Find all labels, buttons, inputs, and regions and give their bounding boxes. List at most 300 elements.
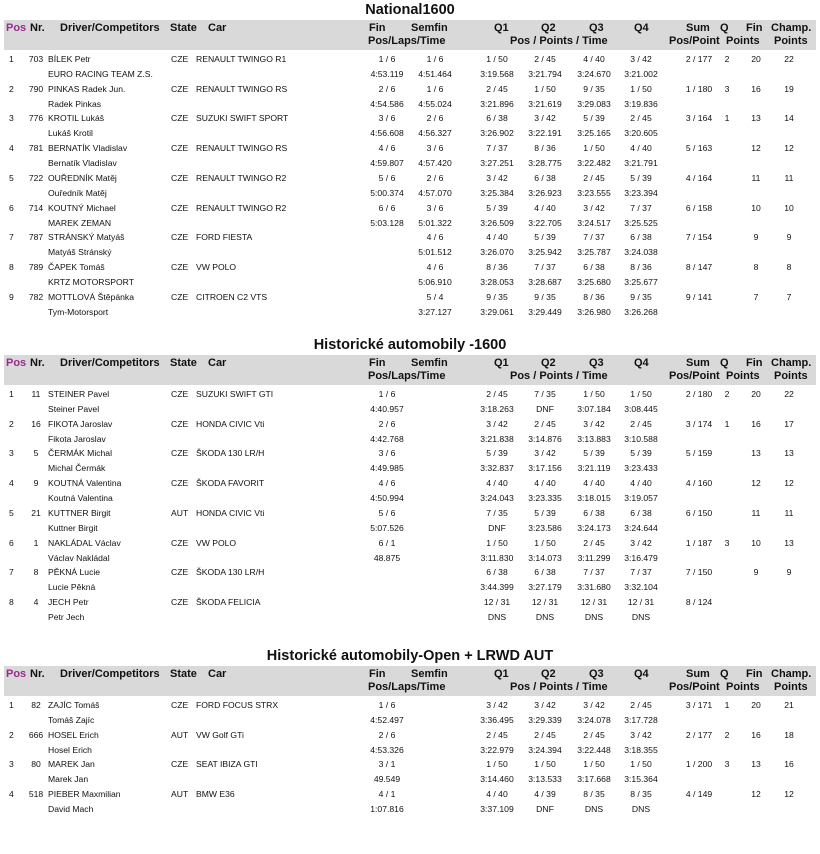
- q3-time: 3:22.482: [577, 158, 611, 169]
- q1-pos-points: 7 / 35: [486, 507, 508, 518]
- q4-pos-points: 8 / 35: [630, 789, 652, 800]
- fin-points: 16: [751, 83, 761, 94]
- driver-name: STEINER Pavel: [48, 389, 110, 399]
- number-cell: 518: [28, 789, 44, 800]
- q4-pos-points: 6 / 38: [630, 507, 652, 518]
- fin-points: 9: [753, 232, 759, 243]
- header-champ-1: Champ.: [771, 22, 812, 34]
- q-points: 2: [724, 389, 730, 399]
- sum-pos-points: 1 / 200: [685, 759, 713, 770]
- competitor-name: MAREK ZEMAN: [48, 217, 112, 228]
- q1-pos-points: 3 / 42: [486, 700, 508, 710]
- number-cell: 776: [28, 113, 44, 124]
- fin-pos-laps: 4 / 1: [378, 789, 396, 800]
- header-pos-points-time: Pos / Points / Time: [510, 681, 608, 693]
- q4-time: 3:21.002: [624, 69, 658, 79]
- sum-pos-points: 5 / 159: [685, 448, 713, 459]
- fin-time: 4:52.497: [370, 715, 404, 725]
- driver-name: KUTTNER Birgit: [48, 507, 111, 518]
- semfin-time: 3:27.127: [418, 306, 452, 317]
- fin-points: 12: [751, 789, 761, 800]
- sum-pos-points: 6 / 158: [685, 202, 713, 213]
- q-points: 1: [724, 700, 730, 710]
- driver-name: PĚKNÁ Lucie: [48, 567, 101, 578]
- table-row: [0, 54, 820, 83]
- fin-pos-laps: 3 / 6: [378, 448, 396, 459]
- champ-points: 13: [784, 448, 794, 459]
- q1-pos-points: 8 / 36: [486, 261, 508, 272]
- sum-pos-points: 3 / 174: [685, 418, 713, 429]
- table-row: [0, 700, 820, 729]
- number-cell: 789: [28, 261, 44, 272]
- table-row: [0, 389, 820, 418]
- header-q2: Q2: [541, 22, 556, 34]
- car-cell: ŠKODA FAVORIT: [196, 478, 265, 489]
- number-cell: 666: [28, 729, 44, 740]
- q1-time: 3:24.043: [480, 493, 514, 504]
- q-points: 2: [724, 729, 730, 740]
- fin-pos-laps: 2 / 6: [378, 83, 396, 94]
- sum-pos-points: 2 / 180: [685, 389, 713, 399]
- state-cell: CZE: [171, 83, 189, 94]
- header-q1: Q1: [494, 668, 509, 680]
- q2-pos-points: 2 / 45: [534, 54, 556, 64]
- q1-pos-points: 1 / 50: [486, 537, 508, 548]
- champ-points: 21: [784, 700, 794, 710]
- competitor-name: Steiner Pavel: [48, 404, 100, 414]
- fin-pos-laps: 6 / 6: [378, 202, 396, 213]
- q4-time: DNS: [631, 804, 651, 815]
- q4-time: 3:17.728: [624, 715, 658, 725]
- fin-points: 13: [751, 448, 761, 459]
- competitor-name: Lukáš Krotil: [48, 128, 93, 139]
- driver-name: KROTIL Lukáš: [48, 113, 105, 124]
- sum-pos-points: 2 / 177: [685, 54, 713, 64]
- champ-points: 12: [784, 143, 794, 154]
- q1-time: 3:11.830: [480, 552, 514, 563]
- q2-pos-points: 1 / 50: [534, 83, 556, 94]
- q3-time: 3:13.883: [577, 433, 611, 444]
- header-q3: Q3: [589, 668, 604, 680]
- q3-time: 3:17.668: [577, 774, 611, 785]
- q1-time: 3:26.070: [480, 247, 514, 258]
- q2-pos-points: 2 / 45: [534, 418, 556, 429]
- header-fin-points-2: Points: [726, 681, 760, 693]
- fin-pos-laps: 4 / 6: [378, 478, 396, 489]
- q4-time: 3:20.605: [624, 128, 658, 139]
- q4-pos-points: 2 / 45: [630, 700, 652, 710]
- q4-time: 3:08.445: [624, 404, 658, 414]
- header-pos-point: Pos/Point: [669, 35, 720, 47]
- fin-time: 4:53.119: [370, 69, 404, 79]
- q1-time: DNS: [487, 611, 507, 622]
- q2-time: 3:29.339: [528, 715, 562, 725]
- driver-name: HOSEL Erich: [48, 729, 99, 740]
- competitor-name: Tym-Motorsport: [48, 306, 109, 317]
- q1-pos-points: 6 / 38: [486, 567, 508, 578]
- state-cell: CZE: [171, 113, 189, 124]
- q4-time: 3:19.057: [624, 493, 658, 504]
- table-header: [4, 20, 816, 50]
- q4-pos-points: 8 / 36: [630, 261, 652, 272]
- competitor-name: David Mach: [48, 804, 94, 815]
- car-cell: RENAULT TWINGO R1: [196, 54, 287, 64]
- header-pos: Pos: [6, 357, 27, 369]
- competitor-name: Kuttner Birgit: [48, 522, 98, 533]
- q1-pos-points: 1 / 50: [486, 759, 508, 770]
- fin-time: 5:03.128: [370, 217, 404, 228]
- semfin-time: 5:06.910: [418, 276, 452, 287]
- sum-pos-points: 9 / 141: [685, 291, 713, 302]
- fin-pos-laps: 2 / 6: [378, 418, 396, 429]
- car-cell: HONDA CIVIC Vti: [196, 507, 265, 518]
- number-cell: 787: [28, 232, 44, 243]
- header-driver: Driver/Competitors: [60, 357, 160, 369]
- driver-name: MAREK Jan: [48, 759, 95, 770]
- header-pos-points-time: Pos / Points / Time: [510, 35, 608, 47]
- q2-time: 3:21.794: [528, 69, 562, 79]
- position-cell: 2: [9, 418, 14, 429]
- fin-time: 4:53.326: [370, 744, 404, 755]
- q1-pos-points: 4 / 40: [486, 232, 508, 243]
- q2-pos-points: 4 / 40: [534, 202, 556, 213]
- fin-time: 1:07.816: [370, 804, 404, 815]
- car-cell: SUZUKI SWIFT SPORT: [196, 113, 289, 124]
- q1-time: 3:28.053: [480, 276, 514, 287]
- q1-pos-points: 4 / 40: [486, 478, 508, 489]
- position-cell: 4: [9, 143, 14, 154]
- car-cell: ŠKODA 130 LR/H: [196, 448, 265, 459]
- state-cell: CZE: [171, 448, 189, 459]
- q3-time: 3:25.680: [577, 276, 611, 287]
- champ-points: 9: [786, 567, 792, 578]
- sum-pos-points: 6 / 150: [685, 507, 713, 518]
- q4-pos-points: 3 / 42: [630, 537, 652, 548]
- table-row: [0, 232, 820, 261]
- fin-time: 48.875: [373, 552, 401, 563]
- q1-pos-points: 3 / 42: [486, 418, 508, 429]
- q1-pos-points: 6 / 38: [486, 113, 508, 124]
- driver-name: KOUTNÁ Valentina: [48, 478, 122, 489]
- header-driver: Driver/Competitors: [60, 668, 160, 680]
- driver-name: ZAJÍC Tomáš: [48, 700, 100, 710]
- competitor-name: Hosel Erich: [48, 744, 92, 755]
- champ-points: 13: [784, 537, 794, 548]
- semfin-pos-laps: 3 / 6: [426, 202, 444, 213]
- q3-time: 3:24.173: [577, 522, 611, 533]
- q3-pos-points: 5 / 39: [583, 113, 605, 124]
- q4-pos-points: 7 / 37: [630, 567, 652, 578]
- header-fin-points-2: Points: [726, 370, 760, 382]
- semfin-pos-laps: 1 / 6: [426, 54, 444, 64]
- header-q4: Q4: [634, 22, 649, 34]
- section-title: Historické automobily -1600: [313, 337, 507, 353]
- q1-time: 3:19.568: [480, 69, 514, 79]
- q2-time: 3:22.705: [528, 217, 562, 228]
- semfin-time: 5:01.512: [418, 247, 452, 258]
- header-pos-point: Pos/Point: [669, 370, 720, 382]
- fin-time: 49.549: [373, 774, 401, 785]
- table-row: [0, 419, 820, 448]
- position-cell: 5: [9, 507, 14, 518]
- q4-pos-points: 1 / 50: [630, 759, 652, 770]
- q2-time: 3:28.775: [528, 158, 562, 169]
- fin-points: 12: [751, 478, 761, 489]
- fin-pos-laps: 3 / 1: [378, 759, 396, 770]
- fin-points: 12: [751, 143, 761, 154]
- sum-pos-points: 3 / 164: [685, 113, 713, 124]
- q2-time: 3:14.876: [528, 433, 562, 444]
- fin-points: 10: [751, 202, 761, 213]
- header-champ-1: Champ.: [771, 357, 812, 369]
- sum-pos-points: 7 / 154: [685, 232, 713, 243]
- q3-time: 3:07.184: [577, 404, 611, 414]
- car-cell: VW POLO: [196, 537, 237, 548]
- q3-time: 3:31.680: [577, 582, 611, 593]
- q2-pos-points: 6 / 38: [534, 172, 556, 183]
- fin-points: 16: [751, 729, 761, 740]
- competitor-name: Lucie Pěkná: [48, 582, 96, 593]
- state-cell: CZE: [171, 478, 189, 489]
- number-cell: 80: [31, 759, 41, 770]
- fin-points: 20: [751, 389, 761, 399]
- state-cell: CZE: [171, 418, 189, 429]
- position-cell: 2: [9, 83, 14, 94]
- q4-time: 3:18.355: [624, 744, 658, 755]
- champ-points: 22: [784, 54, 794, 64]
- q4-time: 3:23.433: [624, 463, 658, 474]
- q2-time: 3:28.687: [528, 276, 562, 287]
- driver-name: MOTTLOVÁ Štěpánka: [48, 291, 134, 302]
- q2-pos-points: 12 / 31: [531, 596, 559, 607]
- q2-pos-points: 7 / 35: [534, 389, 556, 399]
- semfin-time: 4:57.070: [418, 187, 452, 198]
- q3-pos-points: 1 / 50: [583, 389, 605, 399]
- car-cell: VW POLO: [196, 261, 237, 272]
- q3-pos-points: 3 / 42: [583, 700, 605, 710]
- q4-time: 3:26.268: [624, 306, 658, 317]
- fin-pos-laps: 6 / 1: [378, 537, 396, 548]
- state-cell: CZE: [171, 202, 189, 213]
- q2-time: 3:29.449: [528, 306, 562, 317]
- q4-time: DNS: [631, 611, 651, 622]
- q4-pos-points: 6 / 38: [630, 232, 652, 243]
- q4-pos-points: 5 / 39: [630, 172, 652, 183]
- q1-time: 3:14.460: [480, 774, 514, 785]
- position-cell: 8: [9, 261, 14, 272]
- state-cell: CZE: [171, 759, 189, 770]
- state-cell: AUT: [171, 789, 189, 800]
- competitor-name: Petr Jech: [48, 611, 85, 622]
- champ-points: 12: [784, 478, 794, 489]
- q2-pos-points: 3 / 42: [534, 448, 556, 459]
- sum-pos-points: 5 / 163: [685, 143, 713, 154]
- q3-time: 3:25.787: [577, 247, 611, 258]
- state-cell: CZE: [171, 389, 189, 399]
- competitor-name: Fikota Jaroslav: [48, 433, 106, 444]
- fin-points: 13: [751, 113, 761, 124]
- header-champ-1: Champ.: [771, 668, 812, 680]
- q3-pos-points: 1 / 50: [583, 759, 605, 770]
- q4-time: 3:16.479: [624, 552, 658, 563]
- q4-time: 3:23.394: [624, 187, 658, 198]
- q4-pos-points: 4 / 40: [630, 143, 652, 154]
- q-points: 1: [724, 113, 730, 124]
- semfin-time: 4:51.464: [418, 69, 452, 79]
- q1-time: 3:21.896: [480, 98, 514, 109]
- driver-name: OUŘEDNÍK Matěj: [48, 172, 117, 183]
- driver-name: ČERMÁK Michal: [48, 448, 112, 459]
- state-cell: AUT: [171, 507, 189, 518]
- driver-name: FIKOTA Jaroslav: [48, 418, 113, 429]
- q3-pos-points: 9 / 35: [583, 83, 605, 94]
- q2-time: 3:22.191: [528, 128, 562, 139]
- champ-points: 12: [784, 789, 794, 800]
- q-points: 3: [724, 537, 730, 548]
- q-points: 3: [724, 759, 730, 770]
- q3-pos-points: 4 / 40: [583, 54, 605, 64]
- q3-pos-points: 2 / 45: [583, 172, 605, 183]
- q3-pos-points: 1 / 50: [583, 143, 605, 154]
- q3-pos-points: 2 / 45: [583, 729, 605, 740]
- car-cell: SUZUKI SWIFT GTI: [196, 389, 274, 399]
- q1-pos-points: 5 / 39: [486, 202, 508, 213]
- fin-pos-laps: 5 / 6: [378, 507, 396, 518]
- semfin-pos-laps: 5 / 4: [426, 291, 444, 302]
- competitor-name: Matyáš Stránský: [48, 247, 112, 258]
- car-cell: FORD FOCUS STRX: [196, 700, 279, 710]
- table-row: [0, 567, 820, 596]
- q2-pos-points: 8 / 36: [534, 143, 556, 154]
- q3-time: 3:26.980: [577, 306, 611, 317]
- fin-points: 16: [751, 418, 761, 429]
- q2-time: DNS: [535, 611, 555, 622]
- fin-time: 4:54.586: [370, 98, 404, 109]
- q4-pos-points: 3 / 42: [630, 729, 652, 740]
- q4-pos-points: 4 / 40: [630, 478, 652, 489]
- position-cell: 4: [9, 478, 14, 489]
- q4-time: 3:21.791: [624, 158, 658, 169]
- header-fin-points-1: Fin: [746, 22, 763, 34]
- position-cell: 1: [9, 700, 14, 710]
- semfin-pos-laps: 2 / 6: [426, 113, 444, 124]
- state-cell: CZE: [171, 596, 189, 607]
- car-cell: RENAULT TWINGO RS: [196, 83, 288, 94]
- header-state: State: [170, 668, 197, 680]
- position-cell: 1: [9, 389, 14, 399]
- header-q4: Q4: [634, 668, 649, 680]
- header-fin-points-2: Points: [726, 35, 760, 47]
- position-cell: 3: [9, 113, 14, 124]
- results-section: [0, 646, 820, 815]
- q1-time: 3:18.263: [480, 404, 514, 414]
- q1-pos-points: 3 / 42: [486, 172, 508, 183]
- table-row: [0, 448, 820, 477]
- number-cell: 9: [33, 478, 39, 489]
- header-q1: Q1: [494, 22, 509, 34]
- position-cell: 6: [9, 202, 14, 213]
- q3-pos-points: 3 / 42: [583, 418, 605, 429]
- q3-time: 3:25.165: [577, 128, 611, 139]
- q2-time: 3:25.942: [528, 247, 562, 258]
- section-title: Historické automobily-Open + LRWD AUT: [266, 648, 554, 664]
- q3-pos-points: 7 / 37: [583, 232, 605, 243]
- q2-time: 3:27.179: [528, 582, 562, 593]
- q4-pos-points: 1 / 50: [630, 83, 652, 94]
- number-cell: 21: [31, 507, 41, 518]
- header-nr: Nr.: [30, 22, 45, 34]
- car-cell: RENAULT TWINGO R2: [196, 202, 287, 213]
- q1-time: 3:37.109: [480, 804, 514, 815]
- number-cell: 16: [31, 418, 41, 429]
- q2-time: 3:21.619: [528, 98, 562, 109]
- table-row: [0, 597, 820, 626]
- q1-pos-points: 2 / 45: [486, 729, 508, 740]
- q1-time: 3:26.509: [480, 217, 514, 228]
- q1-time: 3:22.979: [480, 744, 514, 755]
- position-cell: 3: [9, 759, 14, 770]
- driver-name: JECH Petr: [48, 596, 89, 607]
- driver-name: BÍLEK Petr: [48, 54, 91, 64]
- sum-pos-points: 1 / 180: [685, 83, 713, 94]
- q2-time: 3:23.586: [528, 522, 562, 533]
- sum-pos-points: 2 / 177: [685, 729, 713, 740]
- champ-points: 8: [786, 261, 792, 272]
- q-points: 1: [724, 418, 730, 429]
- q1-time: 3:27.251: [480, 158, 514, 169]
- header-semfin: Semfin: [411, 22, 448, 34]
- q4-time: 3:25.525: [624, 217, 658, 228]
- q4-time: 3:15.364: [624, 774, 658, 785]
- driver-name: KOUTNÝ Michael: [48, 202, 116, 213]
- semfin-time: 4:57.420: [418, 158, 452, 169]
- header-fin: Fin: [369, 668, 386, 680]
- q2-pos-points: 5 / 39: [534, 232, 556, 243]
- q3-time: 3:24.517: [577, 217, 611, 228]
- champ-points: 17: [784, 418, 794, 429]
- fin-pos-laps: 3 / 6: [378, 113, 396, 124]
- section-title: National1600: [365, 2, 455, 18]
- table-row: [0, 203, 820, 232]
- q2-time: DNF: [536, 804, 554, 815]
- fin-time: 4:42.768: [370, 433, 404, 444]
- sum-pos-points: 8 / 124: [685, 596, 713, 607]
- number-cell: 11: [31, 389, 41, 399]
- driver-name: BERNATÍK Vladislav: [48, 143, 128, 154]
- number-cell: 790: [28, 83, 44, 94]
- car-cell: ŠKODA 130 LR/H: [196, 567, 265, 578]
- header-q: Q: [720, 668, 729, 680]
- semfin-pos-laps: 1 / 6: [426, 83, 444, 94]
- q3-time: 3:11.299: [577, 552, 611, 563]
- sum-pos-points: 3 / 171: [685, 700, 713, 710]
- car-cell: SEAT IBIZA GTI: [196, 759, 258, 770]
- sum-pos-points: 1 / 187: [685, 537, 713, 548]
- q3-pos-points: 5 / 39: [583, 448, 605, 459]
- competitor-name: Koutná Valentina: [48, 493, 113, 504]
- fin-pos-laps: 1 / 6: [378, 700, 396, 710]
- champ-points: 7: [786, 291, 792, 302]
- car-cell: BMW E36: [196, 789, 235, 800]
- position-cell: 8: [9, 596, 14, 607]
- fin-points: 11: [751, 172, 761, 183]
- header-q: Q: [720, 22, 729, 34]
- champ-points: 16: [784, 759, 794, 770]
- q2-time: 3:26.923: [528, 187, 562, 198]
- car-cell: RENAULT TWINGO RS: [196, 143, 288, 154]
- q3-time: 3:21.119: [577, 463, 611, 474]
- number-cell: 82: [31, 700, 41, 710]
